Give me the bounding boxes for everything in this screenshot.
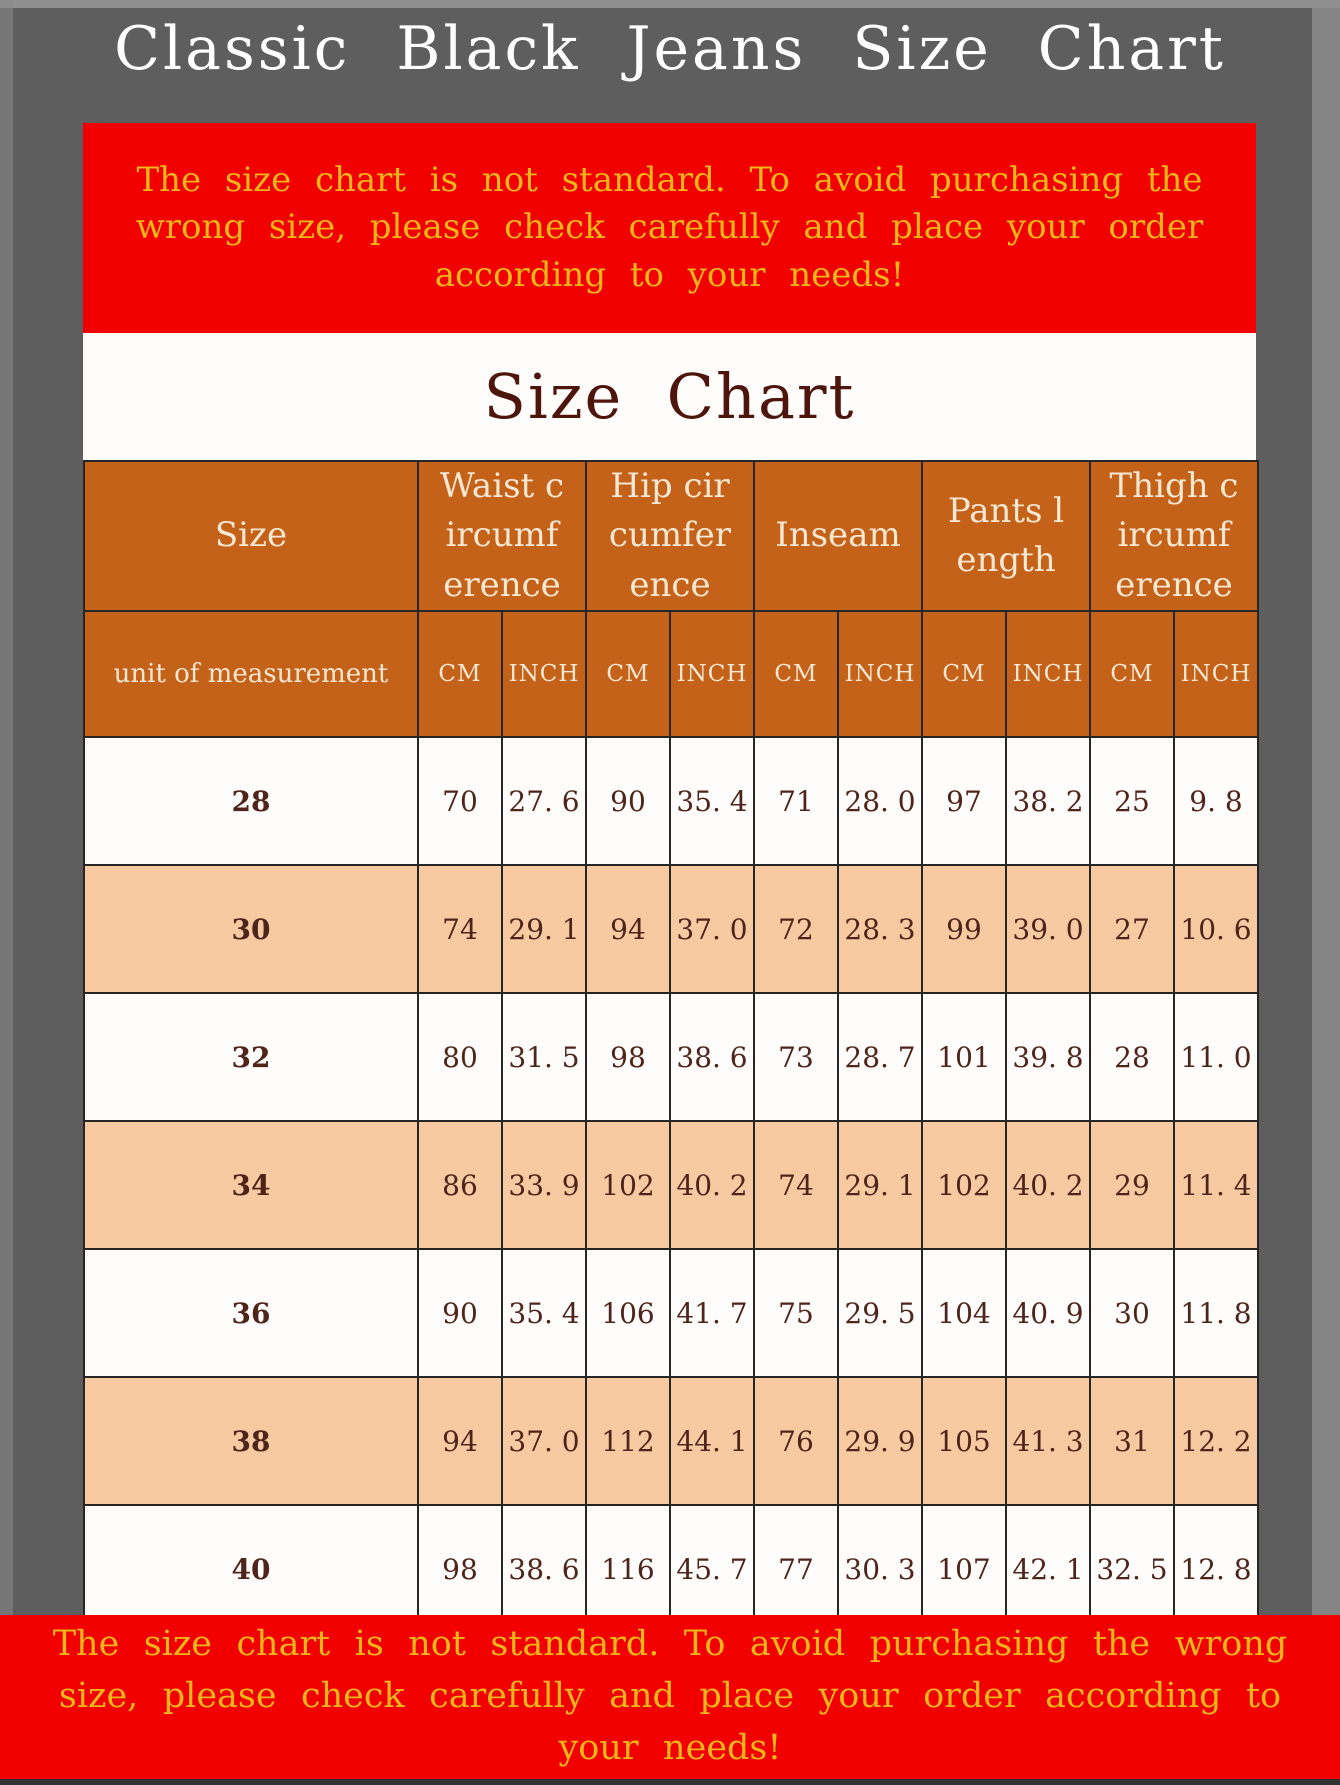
table-row-size-38: [84, 1377, 1258, 1505]
value-cell: 9. 8: [1174, 737, 1258, 865]
value-cell: 98: [586, 993, 670, 1121]
value-cell: 112: [586, 1377, 670, 1505]
frame-edge-right: [1312, 0, 1340, 1615]
table-row-size-34: [84, 1121, 1258, 1249]
value-cell: 42. 1: [1006, 1505, 1090, 1633]
unit-of-measurement-label: unit of measurement: [84, 611, 418, 737]
unit-cell-inseam-cm: CM: [754, 611, 838, 737]
value-cell: 11. 8: [1174, 1249, 1258, 1377]
value-cell: 37. 0: [670, 865, 754, 993]
size-cell: 34: [84, 1121, 418, 1249]
unit-cell-hip-inch: INCH: [670, 611, 754, 737]
unit-cell-waist-inch: INCH: [502, 611, 586, 737]
value-cell: 73: [754, 993, 838, 1121]
col-header-waist-label: Waist circumference: [439, 466, 565, 605]
value-cell: 28. 0: [838, 737, 922, 865]
value-cell: 40. 2: [670, 1121, 754, 1249]
size-chart-heading-block: [83, 333, 1256, 460]
value-cell: 116: [586, 1505, 670, 1633]
value-cell: 90: [418, 1249, 502, 1377]
value-cell: 107: [922, 1505, 1006, 1633]
value-cell: 28: [1090, 993, 1174, 1121]
size-cell: 38: [84, 1377, 418, 1505]
value-cell: 41. 7: [670, 1249, 754, 1377]
value-cell: 41. 3: [1006, 1377, 1090, 1505]
page-title: Classic Black Jeans Size Chart: [114, 14, 1226, 84]
value-cell: 30. 3: [838, 1505, 922, 1633]
value-cell: 38. 2: [1006, 737, 1090, 865]
col-header-hip: [586, 461, 754, 611]
value-cell: 99: [922, 865, 1006, 993]
value-cell: 35. 4: [502, 1249, 586, 1377]
top-warning-text: The size chart is not standard. To avoid purchasing the wrong size, please check carefully and place your order according to your needs!: [135, 159, 1204, 295]
value-cell: 94: [586, 865, 670, 993]
value-cell: 90: [586, 737, 670, 865]
value-cell: 76: [754, 1377, 838, 1505]
table-row-size-40: [84, 1505, 1258, 1633]
value-cell: 37. 0: [502, 1377, 586, 1505]
value-cell: 44. 1: [670, 1377, 754, 1505]
frame-edge-top: [0, 0, 1340, 8]
value-cell: 31. 5: [502, 993, 586, 1121]
col-header-pants-length-label: Pants length: [947, 490, 1065, 580]
value-cell: 39. 8: [1006, 993, 1090, 1121]
value-cell: 75: [754, 1249, 838, 1377]
value-cell: 45. 7: [670, 1505, 754, 1633]
value-cell: 71: [754, 737, 838, 865]
value-cell: 40. 2: [1006, 1121, 1090, 1249]
frame-edge-left: [0, 0, 13, 1615]
value-cell: 29. 9: [838, 1377, 922, 1505]
col-header-size: Size: [84, 461, 418, 611]
size-chart-heading: Size Chart: [483, 360, 856, 433]
value-cell: 77: [754, 1505, 838, 1633]
size-cell: 32: [84, 993, 418, 1121]
value-cell: 11. 4: [1174, 1121, 1258, 1249]
table-row-size-30: [84, 865, 1258, 993]
top-warning-banner: [83, 123, 1256, 333]
col-header-thigh-label: Thigh circumference: [1109, 466, 1239, 605]
value-cell: 29. 5: [838, 1249, 922, 1377]
value-cell: 27: [1090, 865, 1174, 993]
col-header-pants-length: [922, 461, 1090, 611]
value-cell: 86: [418, 1121, 502, 1249]
value-cell: 101: [922, 993, 1006, 1121]
unit-cell-inseam-inch: INCH: [838, 611, 922, 737]
value-cell: 28. 3: [838, 865, 922, 993]
value-cell: 12. 2: [1174, 1377, 1258, 1505]
col-header-inseam: [754, 461, 922, 611]
value-cell: 102: [922, 1121, 1006, 1249]
value-cell: 97: [922, 737, 1006, 865]
value-cell: 104: [922, 1249, 1006, 1377]
unit-cell-thigh-cm: CM: [1090, 611, 1174, 737]
value-cell: 105: [922, 1377, 1006, 1505]
value-cell: 32. 5: [1090, 1505, 1174, 1633]
bottom-warning-text: The size chart is not standard. To avoid purchasing the wrong size, please check carefully and place your order according to your needs!: [52, 1624, 1288, 1768]
value-cell: 74: [754, 1121, 838, 1249]
size-cell: 40: [84, 1505, 418, 1633]
col-header-inseam-label: Inseam: [775, 515, 901, 556]
value-cell: 80: [418, 993, 502, 1121]
value-cell: 72: [754, 865, 838, 993]
unit-cell-thigh-inch: INCH: [1174, 611, 1258, 737]
value-cell: 35. 4: [670, 737, 754, 865]
size-cell: 30: [84, 865, 418, 993]
table-row-size-32: [84, 993, 1258, 1121]
size-cell: 36: [84, 1249, 418, 1377]
table-row-size-36: [84, 1249, 1258, 1377]
col-header-waist: [418, 461, 586, 611]
size-cell: 28: [84, 737, 418, 865]
bottom-warning-banner: [0, 1615, 1340, 1779]
frame-edge-bottom: [0, 1779, 1340, 1785]
value-cell: 74: [418, 865, 502, 993]
value-cell: 33. 9: [502, 1121, 586, 1249]
table-row-size-28: [84, 737, 1258, 865]
value-cell: 27. 6: [502, 737, 586, 865]
unit-cell-waist-cm: CM: [418, 611, 502, 737]
value-cell: 30: [1090, 1249, 1174, 1377]
value-cell: 25: [1090, 737, 1174, 865]
value-cell: 38. 6: [502, 1505, 586, 1633]
unit-cell-pants-inch: INCH: [1006, 611, 1090, 737]
value-cell: 70: [418, 737, 502, 865]
value-cell: 28. 7: [838, 993, 922, 1121]
value-cell: 10. 6: [1174, 865, 1258, 993]
col-header-thigh: [1090, 461, 1258, 611]
value-cell: 39. 0: [1006, 865, 1090, 993]
value-cell: 29. 1: [502, 865, 586, 993]
table-units-row: [84, 611, 1258, 737]
unit-cell-pants-cm: CM: [922, 611, 1006, 737]
value-cell: 106: [586, 1249, 670, 1377]
value-cell: 102: [586, 1121, 670, 1249]
value-cell: 38. 6: [670, 993, 754, 1121]
value-cell: 29: [1090, 1121, 1174, 1249]
value-cell: 11. 0: [1174, 993, 1258, 1121]
table-header-row: [84, 461, 1258, 611]
value-cell: 40. 9: [1006, 1249, 1090, 1377]
col-header-hip-label: Hip circumference: [608, 466, 732, 605]
value-cell: 31: [1090, 1377, 1174, 1505]
value-cell: 12. 8: [1174, 1505, 1258, 1633]
value-cell: 29. 1: [838, 1121, 922, 1249]
unit-cell-hip-cm: CM: [586, 611, 670, 737]
size-table: [83, 460, 1259, 1634]
value-cell: 98: [418, 1505, 502, 1633]
value-cell: 94: [418, 1377, 502, 1505]
